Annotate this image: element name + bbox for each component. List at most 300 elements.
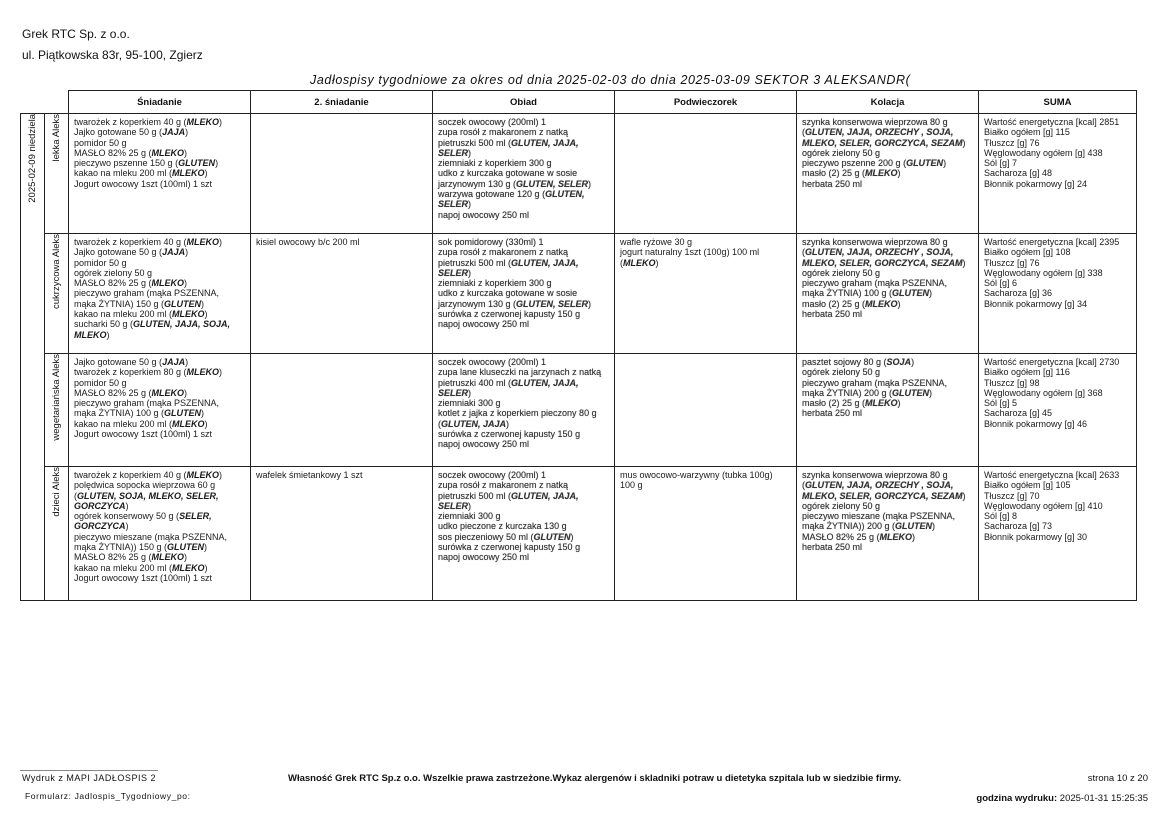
meal-line — [802, 408, 973, 418]
meal-cell-lunch — [433, 354, 615, 467]
meal-text: napoj owocowy 250 ml — [438, 439, 530, 450]
meal-line — [438, 542, 609, 552]
meal-text: Sól [g] 6 — [984, 278, 1018, 289]
meal-line — [984, 247, 1131, 257]
meal-text: ) — [125, 521, 129, 532]
meal-line — [620, 258, 791, 268]
diet-row — [21, 467, 1137, 601]
allergen-text: MLEKO — [151, 387, 185, 398]
meal-line — [438, 210, 609, 220]
footer-ownership: Własność Grek RTC Sp.z o.o. Wszelkie prawa zastrzeżone.Wykaz alergenów i skladniki potraw u dietetyka szpitala lub w siedzibie firmy. — [288, 773, 902, 784]
meal-line — [438, 189, 609, 199]
document-title: Jadłospisy tygodniowe za okres od dnia 2025-02-03 do dnia 2025-03-09 SEKTOR 3 ALEKSANDR( — [310, 73, 911, 87]
allergen-text: GORCZYCA — [74, 521, 126, 532]
meal-text: Węglowodany ogółem [g] 410 — [984, 500, 1103, 511]
meal-text: wafle ryżowe 30 g — [620, 237, 693, 247]
meal-content — [797, 114, 978, 191]
allergen-text: GLUTEN, JAJA, ORZECHY , SOJA, — [805, 127, 954, 138]
meal-text: Tłuszcz [g] 76 — [984, 257, 1040, 268]
meal-content — [797, 354, 978, 421]
meal-line — [438, 521, 609, 531]
meal-line — [802, 491, 973, 501]
meal-text: pasztet sojowy 80 g ( — [802, 357, 887, 367]
allergen-text: MLEKO — [172, 562, 205, 573]
allergen-text: GLUTEN, JAJA, ORZECHY , SOJA, — [805, 247, 954, 258]
meal-line — [802, 247, 973, 257]
menu-table — [20, 90, 1137, 601]
meal-text: Sacharoza [g] 36 — [984, 288, 1053, 299]
meal-text: napoj owocowy 250 ml — [438, 552, 530, 563]
meal-text: ogórek zielony 50 g — [74, 267, 153, 278]
meal-text: ) — [204, 168, 208, 179]
allergen-text: MLEKO — [623, 257, 656, 268]
print-time-value: 2025-01-31 15:25:35 — [1059, 793, 1148, 804]
menu-body — [21, 114, 1137, 601]
meal-line — [438, 532, 609, 542]
meal-text: Jogurt owocowy 1szt (100ml) 1 szt — [74, 178, 213, 189]
meal-text: MASŁO 82% 25 g ( — [802, 531, 880, 542]
meal-line — [984, 419, 1131, 429]
meal-content — [615, 234, 796, 270]
meal-text: ) — [962, 137, 966, 148]
meal-text: masło (2) 25 g ( — [802, 298, 866, 309]
meal-line — [438, 127, 609, 137]
allergen-text: SELER, — [179, 511, 212, 522]
meal-line — [802, 511, 973, 521]
meal-text: ) — [185, 127, 189, 138]
meal-cell-breakfast — [69, 467, 251, 601]
meal-text: surówka z czerwonej kapusty 150 g — [438, 309, 581, 320]
allergen-text: MLEKO — [172, 418, 205, 429]
meal-text: ziemniaki 300 g — [438, 398, 501, 409]
column-header-sum: SUMA — [979, 91, 1137, 114]
allergen-text: GORCZYCA — [74, 500, 126, 511]
meal-text: mąka ŻYTNIA)) 150 g ( — [74, 542, 168, 553]
meal-line — [984, 532, 1131, 542]
allergen-text: GLUTEN — [892, 387, 930, 398]
meal-cell-sum — [979, 114, 1137, 234]
meal-text: pieczywo pszenne 150 g ( — [74, 158, 179, 169]
allergen-text: SELER — [438, 267, 469, 278]
diet-row — [21, 234, 1137, 354]
meal-text: ) — [204, 542, 208, 553]
meal-line — [984, 138, 1131, 148]
allergen-text: GLUTEN — [167, 542, 205, 553]
header-row — [21, 91, 1137, 114]
meal-text: ) — [932, 521, 936, 532]
meal-line — [984, 117, 1131, 127]
meal-line — [438, 199, 609, 209]
meal-text: wafelek śmietankowy 1 szt — [256, 470, 363, 480]
meal-content — [615, 354, 796, 359]
meal-text: jarzynowym 130 g ( — [438, 298, 517, 309]
allergen-text: SELER — [438, 500, 469, 511]
meal-line — [438, 158, 609, 168]
meal-line — [984, 480, 1131, 490]
meal-line — [438, 419, 609, 429]
meal-cell-supper — [797, 234, 979, 354]
meal-line — [984, 299, 1131, 309]
meal-text: ) — [204, 562, 208, 573]
meal-text: ) — [219, 367, 223, 378]
footer-form: Formularz: Jadlospis_Tygodniowy_po: — [25, 791, 191, 801]
meal-cell-snack — [615, 354, 797, 467]
meal-text: ) — [219, 470, 223, 480]
meal-text: ogórek zielony 50 g — [802, 147, 881, 158]
company-name: Grek RTC Sp. z o.o. — [22, 27, 130, 41]
diet-cell — [45, 354, 69, 467]
meal-content — [69, 114, 250, 191]
meal-text: ) — [201, 408, 205, 419]
meal-line — [438, 388, 609, 398]
meal-text: pietruszki 500 ml ( — [438, 137, 512, 148]
meal-text: ( — [802, 247, 805, 258]
meal-line — [802, 268, 973, 278]
meal-text: ) — [588, 298, 592, 309]
meal-text: twarożek z koperkiem 40 g ( — [74, 470, 187, 480]
meal-line — [802, 378, 973, 388]
meal-line — [802, 480, 973, 490]
meal-text: twarożek z koperkiem 40 g ( — [74, 117, 187, 127]
meal-text: Sól [g] 8 — [984, 511, 1018, 522]
meal-text: Węglowodany ogółem [g] 368 — [984, 387, 1103, 398]
meal-text: pieczywo mieszane (mąka PSZENNA, — [802, 511, 956, 522]
meal-line — [802, 138, 973, 148]
meal-line — [802, 542, 973, 552]
meal-text: ) — [184, 147, 188, 158]
meal-line — [438, 258, 609, 268]
meal-text: ) — [184, 552, 188, 563]
meal-line — [802, 127, 973, 137]
meal-text: kakao na mleku 200 ml ( — [74, 418, 173, 429]
meal-text: kakao na mleku 200 ml ( — [74, 562, 173, 573]
meal-line — [74, 278, 245, 288]
meal-text: Błonnik pokarmowy [g] 46 — [984, 418, 1088, 429]
allergen-text: SOJA — [886, 357, 912, 367]
meal-text: soczek owocowy (200ml) 1 — [438, 117, 547, 127]
meal-text: ) — [570, 531, 574, 542]
meal-text: ) — [215, 158, 219, 169]
meal-line — [74, 378, 245, 388]
meal-line — [802, 309, 973, 319]
meal-content — [433, 114, 614, 222]
footer-divider — [20, 770, 158, 771]
meal-text: ) — [506, 418, 510, 429]
meal-text: szynka konserwowa wieprzowa 80 g — [802, 117, 948, 127]
allergen-text: MLEKO — [151, 278, 185, 289]
meal-line — [802, 158, 973, 168]
meal-line — [74, 237, 245, 247]
meal-text: warzywa gotowane 120 g ( — [438, 189, 546, 200]
meal-line — [438, 511, 609, 521]
allergen-text: GLUTEN, JAJA, ORZECHY , SOJA, — [805, 480, 954, 491]
allergen-text: JAJA — [162, 127, 186, 138]
allergen-text: MLEKO — [865, 398, 898, 409]
meal-text: Wartość energetyczna [kcal] 2730 — [984, 357, 1120, 367]
meal-line — [438, 501, 609, 511]
meal-line — [438, 439, 609, 449]
meal-text: ) — [185, 247, 189, 258]
allergen-text: MLEKO — [186, 367, 220, 378]
meal-line — [984, 388, 1131, 398]
meal-line — [438, 378, 609, 388]
meal-content — [797, 234, 978, 321]
meal-line — [984, 398, 1131, 408]
meal-cell-breakfast — [69, 114, 251, 234]
meal-text: ) — [897, 398, 901, 409]
meal-text: szynka konserwowa wieprzowa 80 g — [802, 470, 948, 480]
meal-text: Błonnik pokarmowy [g] 24 — [984, 178, 1088, 189]
meal-line — [984, 179, 1131, 189]
meal-line — [984, 511, 1131, 521]
meal-line — [256, 470, 427, 480]
meal-line — [438, 491, 609, 501]
allergen-text: GLUTEN — [533, 531, 571, 542]
allergen-text: GLUTEN — [906, 158, 944, 169]
meal-text: ) — [201, 298, 205, 309]
meal-text: masło (2) 25 g ( — [802, 168, 866, 179]
meal-content — [251, 234, 432, 249]
meal-cell-snack — [615, 467, 797, 601]
meal-text: pieczywo graham (mąka PSZENNA, — [802, 377, 948, 388]
meal-line — [620, 480, 791, 490]
meal-line — [984, 367, 1131, 377]
company-header — [22, 24, 203, 66]
meal-text: zupa rosół z makaronem z natką — [438, 480, 569, 491]
meal-text: ) — [929, 288, 933, 299]
meal-text: jogurt naturalny 1szt (100g) 100 ml — [620, 247, 760, 258]
allergen-text: GLUTEN, SELER — [516, 298, 589, 309]
meal-text: ) — [897, 168, 901, 179]
column-header-lunch: Obiad — [433, 91, 615, 114]
meal-text: MASŁO 82% 25 g ( — [74, 147, 152, 158]
meal-cell-supper — [797, 114, 979, 234]
meal-text: kakao na mleku 200 ml ( — [74, 309, 173, 320]
allergen-text: MLEKO, SELER, GORCZYCA, SEZAM — [802, 490, 963, 501]
meal-text: ) — [468, 199, 472, 210]
meal-cell-lunch — [433, 114, 615, 234]
meal-text: ) — [943, 158, 947, 169]
meal-text: pietruszki 500 ml ( — [438, 257, 512, 268]
meal-line — [74, 330, 245, 340]
column-header-breakfast: Śniadanie — [69, 91, 251, 114]
allergen-text: GLUTEN, SOJA, MLEKO, SELER, — [77, 490, 219, 501]
diet-label: wegetariańska Aleks — [51, 354, 62, 441]
meal-cell-second-breakfast — [251, 467, 433, 601]
column-header-snack: Podwieczorek — [615, 91, 797, 114]
meal-text: Sacharoza [g] 48 — [984, 168, 1053, 179]
meal-text: ) — [184, 387, 188, 398]
meal-line — [984, 278, 1131, 288]
meal-line — [438, 148, 609, 158]
meal-text: pieczywo graham (mąka PSZENNA, — [802, 278, 948, 289]
meal-line — [74, 429, 245, 439]
meal-line — [802, 278, 973, 288]
meal-line — [74, 388, 245, 398]
allergen-text: MLEKO — [865, 168, 898, 179]
meal-text: ( — [620, 257, 623, 268]
meal-text: Wartość energetyczna [kcal] 2851 — [984, 117, 1120, 127]
meal-line — [74, 299, 245, 309]
allergen-text: MLEKO — [151, 147, 185, 158]
meal-content — [797, 467, 978, 554]
meal-text: zupa rosół z makaronem z natką — [438, 127, 569, 138]
meal-line — [74, 127, 245, 137]
meal-line — [438, 480, 609, 490]
meal-text: Błonnik pokarmowy [g] 34 — [984, 298, 1088, 309]
meal-text: Sól [g] 5 — [984, 398, 1018, 409]
meal-line — [74, 117, 245, 127]
meal-text: herbata 250 ml — [802, 542, 863, 553]
diet-cell — [45, 234, 69, 354]
meal-text: mąka ŻYTNIA) 100 g ( — [74, 408, 165, 419]
meal-line — [74, 309, 245, 319]
print-time-label: godzina wydruku: — [976, 793, 1058, 804]
meal-text: udko pieczone z kurczaka 130 g — [438, 521, 567, 532]
meal-text: twarożek z koperkiem 40 g ( — [74, 237, 187, 247]
meal-text: ziemniaki 300 g — [438, 511, 501, 522]
meal-content — [433, 467, 614, 565]
diet-row — [21, 114, 1137, 234]
meal-text: ) — [912, 531, 916, 542]
meal-text: sos pieczeniowy 50 ml ( — [438, 531, 534, 542]
meal-line — [802, 299, 973, 309]
meal-line — [438, 138, 609, 148]
meal-text: ) — [219, 237, 223, 247]
meal-line — [802, 470, 973, 480]
meal-text: kisiel owocowy b/c 200 ml — [256, 237, 360, 247]
diet-label: cukrzycowa Aleks — [51, 234, 62, 309]
meal-line — [74, 542, 245, 552]
meal-line — [984, 158, 1131, 168]
allergen-text: GLUTEN, JAJA, — [511, 257, 579, 268]
meal-line — [74, 258, 245, 268]
meal-text: pieczywo graham (mąka PSZENNA, — [74, 398, 220, 409]
meal-line — [984, 148, 1131, 158]
meal-text: sucharki 50 g ( — [74, 319, 134, 330]
meal-line — [74, 521, 245, 531]
meal-text: Jajko gotowane 50 g ( — [74, 357, 163, 367]
allergen-text: GLUTEN — [164, 408, 202, 419]
column-header-supper: Kolacja — [797, 91, 979, 114]
meal-text: ) — [468, 147, 472, 158]
meal-text: pieczywo pszenne 200 g ( — [802, 158, 907, 169]
meal-text: ) — [468, 500, 472, 511]
meal-text: Tłuszcz [g] 76 — [984, 137, 1040, 148]
meal-text: ) — [219, 117, 223, 127]
meal-text: ( — [438, 418, 441, 429]
meal-line — [438, 429, 609, 439]
meal-text: Jogurt owocowy 1szt (100ml) 1 szt — [74, 429, 213, 440]
meal-text: pomidor 50 g — [74, 137, 127, 148]
day-label: 2025-02-09 niedziela — [27, 114, 38, 203]
allergen-text: JAJA — [162, 357, 186, 367]
meal-text: Sacharoza [g] 73 — [984, 521, 1053, 532]
meal-line — [802, 237, 973, 247]
meal-line — [802, 388, 973, 398]
meal-line — [984, 501, 1131, 511]
diet-cell — [45, 467, 69, 601]
diet-row — [21, 354, 1137, 467]
meal-line — [74, 573, 245, 583]
meal-text: ogórek zielony 50 g — [802, 500, 881, 511]
meal-line — [802, 532, 973, 542]
allergen-text: SELER — [438, 147, 469, 158]
meal-text: ogórek zielony 50 g — [802, 267, 881, 278]
meal-content — [433, 354, 614, 452]
allergen-text: GLUTEN — [164, 298, 202, 309]
meal-line — [74, 247, 245, 257]
allergen-text: SELER — [438, 387, 469, 398]
meal-text: MASŁO 82% 25 g ( — [74, 552, 152, 563]
allergen-text: JAJA — [162, 247, 186, 258]
meal-line — [74, 268, 245, 278]
meal-line — [438, 168, 609, 178]
meal-cell-breakfast — [69, 234, 251, 354]
meal-text: ogórek zielony 50 g — [802, 367, 881, 378]
meal-text: ( — [802, 480, 805, 491]
allergen-text: GLUTEN — [178, 158, 216, 169]
meal-text: ) — [588, 178, 592, 189]
meal-line — [620, 247, 791, 257]
meal-text: herbata 250 ml — [802, 309, 863, 320]
meal-text: Jogurt owocowy 1szt (100ml) 1 szt — [74, 572, 213, 583]
meal-cell-second-breakfast — [251, 114, 433, 234]
meal-text: ziemniaki z koperkiem 300 g — [438, 278, 552, 289]
meal-line — [802, 501, 973, 511]
allergen-text: GLUTEN, JAJA, — [511, 490, 579, 501]
meal-text: surówka z czerwonej kapusty 150 g — [438, 542, 581, 553]
meal-text: Błonnik pokarmowy [g] 30 — [984, 531, 1088, 542]
meal-text: Białko ogółem [g] 105 — [984, 480, 1071, 491]
allergen-text: MLEKO — [172, 168, 205, 179]
meal-line — [984, 470, 1131, 480]
meal-text: twarożek z koperkiem 80 g ( — [74, 367, 187, 378]
meal-line — [438, 179, 609, 189]
meal-line — [438, 288, 609, 298]
meal-line — [74, 511, 245, 521]
meal-line — [802, 168, 973, 178]
meal-text: kotlet z jajka z koperkiem pieczony 80 g — [438, 408, 597, 419]
meal-text: ( — [802, 127, 805, 138]
meal-line — [984, 521, 1131, 531]
meal-text: ) — [184, 278, 188, 289]
meal-line — [802, 148, 973, 158]
meal-text: Tłuszcz [g] 98 — [984, 377, 1040, 388]
meal-line — [438, 408, 609, 418]
meal-text: Białko ogółem [g] 108 — [984, 247, 1071, 258]
meal-text: ) — [204, 309, 208, 320]
meal-text: ) — [962, 490, 966, 501]
meal-line — [74, 357, 245, 367]
meal-cell-snack — [615, 234, 797, 354]
meal-line — [802, 357, 973, 367]
meal-line — [438, 357, 609, 367]
meal-content — [615, 467, 796, 493]
meal-cell-sum — [979, 467, 1137, 601]
allergen-text: GLUTEN, JAJA, SOJA, — [133, 319, 231, 330]
meal-line — [74, 367, 245, 377]
allergen-text: SELER — [438, 199, 469, 210]
meal-line — [802, 367, 973, 377]
meal-line — [74, 408, 245, 418]
meal-text: Sól [g] 7 — [984, 158, 1018, 169]
meal-line — [438, 117, 609, 127]
meal-text: polędwica sopocka wieprzowa 60 g — [74, 480, 216, 491]
meal-text: kakao na mleku 200 ml ( — [74, 168, 173, 179]
meal-line — [74, 319, 245, 329]
meal-line — [438, 367, 609, 377]
